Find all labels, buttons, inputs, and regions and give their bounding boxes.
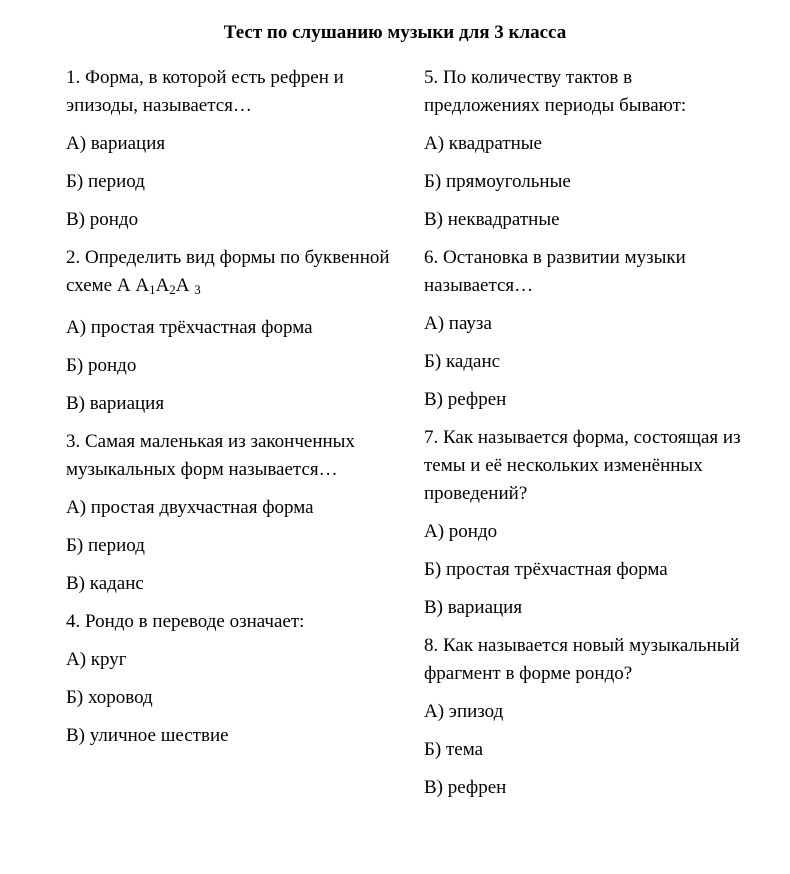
formula-subscript: 3	[194, 282, 201, 297]
answer-option: В) каданс	[66, 573, 144, 594]
answer-option: Б) хоровод	[66, 687, 153, 708]
question-text: 1. Форма, в которой есть рефрен и эпизоды, называется…	[66, 67, 344, 116]
formula-term: А	[135, 275, 150, 296]
question-text: 7. Как называется форма, состоящая из темы и её нескольких изменённых проведений?	[424, 427, 741, 504]
formula-subscript: 1	[149, 282, 156, 297]
answer-option: В) уличное шествие	[66, 725, 229, 746]
answer-option: Б) каданс	[424, 351, 501, 372]
answer-option: Б) тема	[424, 739, 484, 760]
question-8	[424, 632, 744, 802]
question-2	[66, 244, 396, 418]
question-text-prefix: 2. Определить вид формы по буквенной схеме А	[66, 247, 390, 296]
question-text: 8. Как называется новый музыкальный фрагмент в форме рондо?	[424, 635, 740, 684]
answer-option: А) квадратные	[424, 133, 542, 154]
question-text: 3. Самая маленькая из законченных музыкальных форм называется…	[66, 431, 355, 480]
answer-option: В) вариация	[66, 393, 165, 414]
answer-option: А) круг	[66, 649, 127, 670]
question-5	[424, 64, 744, 234]
formula-term: А	[155, 275, 170, 296]
question-1	[66, 64, 396, 234]
question-3	[66, 428, 396, 598]
answer-option: А) простая двухчастная форма	[66, 497, 314, 518]
answer-option: Б) прямоугольные	[424, 171, 571, 192]
answer-option: Б) рондо	[66, 355, 137, 376]
right-column	[424, 64, 744, 812]
question-text: 5. По количеству тактов в предложениях периоды бывают:	[424, 67, 687, 116]
question-7	[424, 424, 744, 622]
answer-option: В) рефрен	[424, 777, 507, 798]
answer-option: А) простая трёхчастная форма	[66, 317, 313, 338]
answer-option: А) вариация	[66, 133, 166, 154]
answer-option: А) пауза	[424, 313, 492, 334]
formula-term: А	[175, 275, 195, 296]
answer-option: А) рондо	[424, 521, 498, 542]
answer-option: Б) простая трёхчастная форма	[424, 559, 668, 580]
answer-option: В) рефрен	[424, 389, 507, 410]
formula-subscript: 2	[169, 282, 176, 297]
answer-option: В) неквадратные	[424, 209, 560, 230]
question-text: 6. Остановка в развитии музыки называется…	[424, 247, 686, 296]
answer-option: А) эпизод	[424, 701, 504, 722]
question-text: 4. Рондо в переводе означает:	[66, 611, 305, 632]
question-text	[66, 244, 396, 304]
question-6	[424, 244, 744, 414]
left-column	[66, 64, 396, 760]
answer-option: В) рондо	[66, 209, 139, 230]
question-4	[66, 608, 396, 750]
answer-option: Б) период	[66, 535, 145, 556]
page-title: Тест по слушанию музыки для 3 класса	[223, 22, 567, 43]
answer-option: В) вариация	[424, 597, 523, 618]
answer-option: Б) период	[66, 171, 145, 192]
